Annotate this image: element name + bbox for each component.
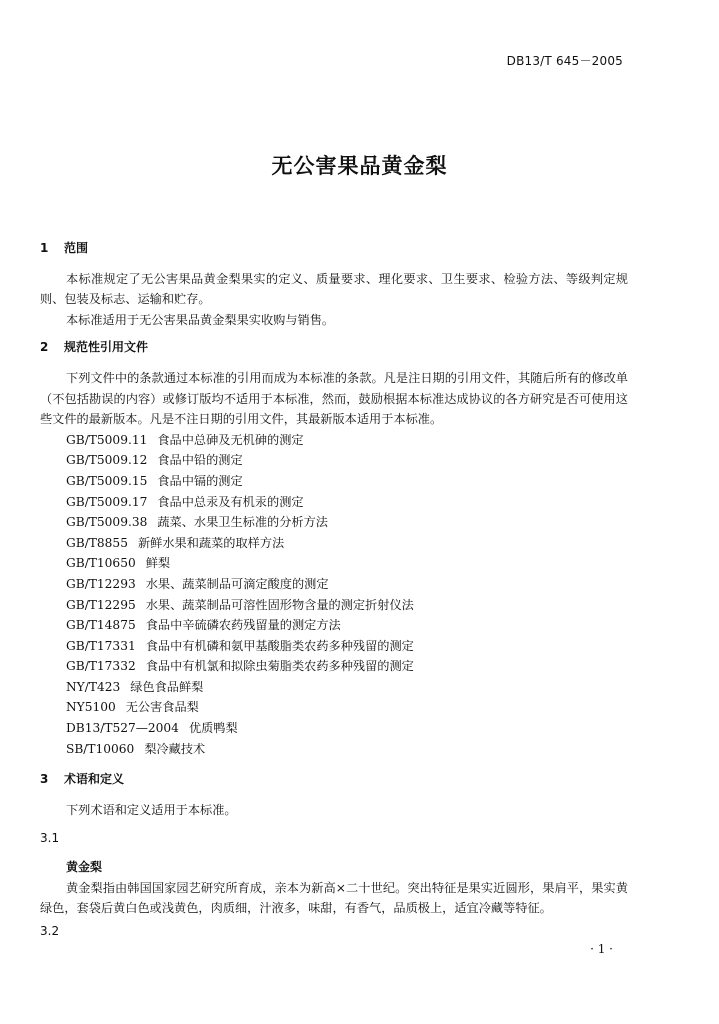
reference-code: SB/T10060: [66, 741, 135, 756]
section-title: 术语和定义: [64, 772, 125, 787]
reference-name: 鲜梨: [145, 556, 171, 571]
document-title: 无公害果品黄金梨: [271, 154, 448, 178]
term-definition: 黄金梨指由韩国国家园艺研究所育成，亲本为新高×二十世纪。突出特征是果实近圆形，果肩平，果实黄绿色，套袋后黄白色或浅黄色，肉质细，汁液多，味甜，有香气，品质极上，适宜冷藏等特征。: [40, 880, 628, 916]
reference-code: GB/T5009.38: [66, 515, 148, 530]
reference-item: [66, 492, 628, 513]
section-title: 规范性引用文件: [64, 340, 149, 355]
reference-name: 水果、蔬菜制品可溶性固形物含量的测定折射仪法: [145, 597, 414, 612]
reference-code: GB/T14875: [66, 618, 136, 633]
reference-name: 无公害食品梨: [125, 700, 199, 715]
reference-item: [66, 595, 628, 616]
reference-code: GB/T5009.12: [66, 453, 148, 468]
reference-name: 食品中铅的测定: [157, 453, 243, 468]
reference-code: GB/T10650: [66, 556, 136, 571]
reference-name: 新鲜水果和蔬菜的取样方法: [137, 535, 285, 550]
reference-item: [66, 656, 628, 677]
subsection-number: 3.2: [40, 923, 60, 938]
reference-item: [66, 697, 628, 718]
reference-code: GB/T12293: [66, 576, 136, 591]
reference-name: 食品中总汞及有机汞的测定: [157, 494, 304, 509]
paragraph: 本标准规定了无公害果品黄金梨果实的定义、质量要求、理化要求、卫生要求、检验方法、等级判定规则、包装及标志、运输和贮存。: [40, 271, 628, 307]
reference-code: DB13/T527—2004: [66, 721, 179, 736]
section-heading-scope: [40, 238, 628, 259]
paragraph: 下列术语和定义适用于本标准。: [66, 802, 237, 817]
reference-code: NY5100: [66, 700, 116, 715]
reference-name: 水果、蔬菜制品可滴定酸度的测定: [145, 576, 329, 591]
reference-name: 梨冷藏技术: [144, 741, 206, 756]
document-body: [40, 238, 628, 949]
reference-code: GB/T8855: [66, 535, 128, 550]
paragraph: 本标准适用于无公害果品黄金梨果实收购与销售。: [66, 312, 335, 327]
reference-code: GB/T5009.17: [66, 494, 148, 509]
reference-name: 绿色食品鲜梨: [130, 679, 204, 694]
reference-item: [66, 430, 628, 451]
reference-code: GB/T17332: [66, 659, 136, 674]
reference-name: 优质鸭梨: [188, 721, 238, 736]
term-name: 黄金梨: [66, 860, 103, 875]
reference-item: [66, 553, 628, 574]
section-body-scope: [40, 269, 628, 331]
reference-item: [66, 533, 628, 554]
subsection-number: 3.1: [40, 831, 60, 846]
reference-item: [66, 512, 628, 533]
reference-item: [66, 450, 628, 471]
reference-item: [66, 615, 628, 636]
reference-code: NY/T423: [66, 679, 121, 694]
reference-item: [66, 677, 628, 698]
reference-item: [66, 574, 628, 595]
reference-code: GB/T17331: [66, 638, 136, 653]
standard-code: DB13/T 645－2005: [506, 54, 623, 68]
section-number: 2: [40, 340, 49, 355]
reference-item: [66, 471, 628, 492]
reference-code: GB/T5009.11: [66, 432, 148, 447]
reference-list: [66, 430, 628, 760]
section-heading-normative-references: [40, 337, 628, 358]
section-heading-terms-definitions: [40, 769, 628, 790]
reference-name: 食品中总砷及无机砷的测定: [157, 432, 304, 447]
reference-code: GB/T12295: [66, 597, 136, 612]
section-number: 1: [40, 241, 49, 255]
reference-code: GB/T5009.15: [66, 473, 148, 488]
page-number: · 1 ·: [590, 942, 613, 956]
section-number: 3: [40, 772, 49, 787]
reference-item: [66, 636, 628, 657]
reference-name: 食品中有机磷和氨甲基酸脂类农药多种残留的测定: [145, 638, 414, 653]
reference-name: 食品中镉的测定: [157, 473, 243, 488]
paragraph: 下列文件中的条款通过本标准的引用而成为本标准的条款。凡是注日期的引用文件，其随后所有的修改单（不包括勘误的内容）或修订版均不适用于本标准，然而，鼓励根据本标准达成协议的各方研究是否可使用这些文件的最新版本。凡是不注日期的引用文件，其最新版本适用于本标准。: [40, 370, 628, 427]
reference-name: 蔬菜、水果卫生标准的分析方法: [157, 515, 328, 530]
section-title: 范围: [64, 241, 89, 255]
reference-name: 食品中辛硫磷农药残留量的测定方法: [145, 618, 341, 633]
reference-item: [66, 718, 628, 739]
reference-item: [66, 739, 628, 760]
reference-name: 食品中有机氯和拟除虫菊脂类农药多种残留的测定: [145, 659, 414, 674]
